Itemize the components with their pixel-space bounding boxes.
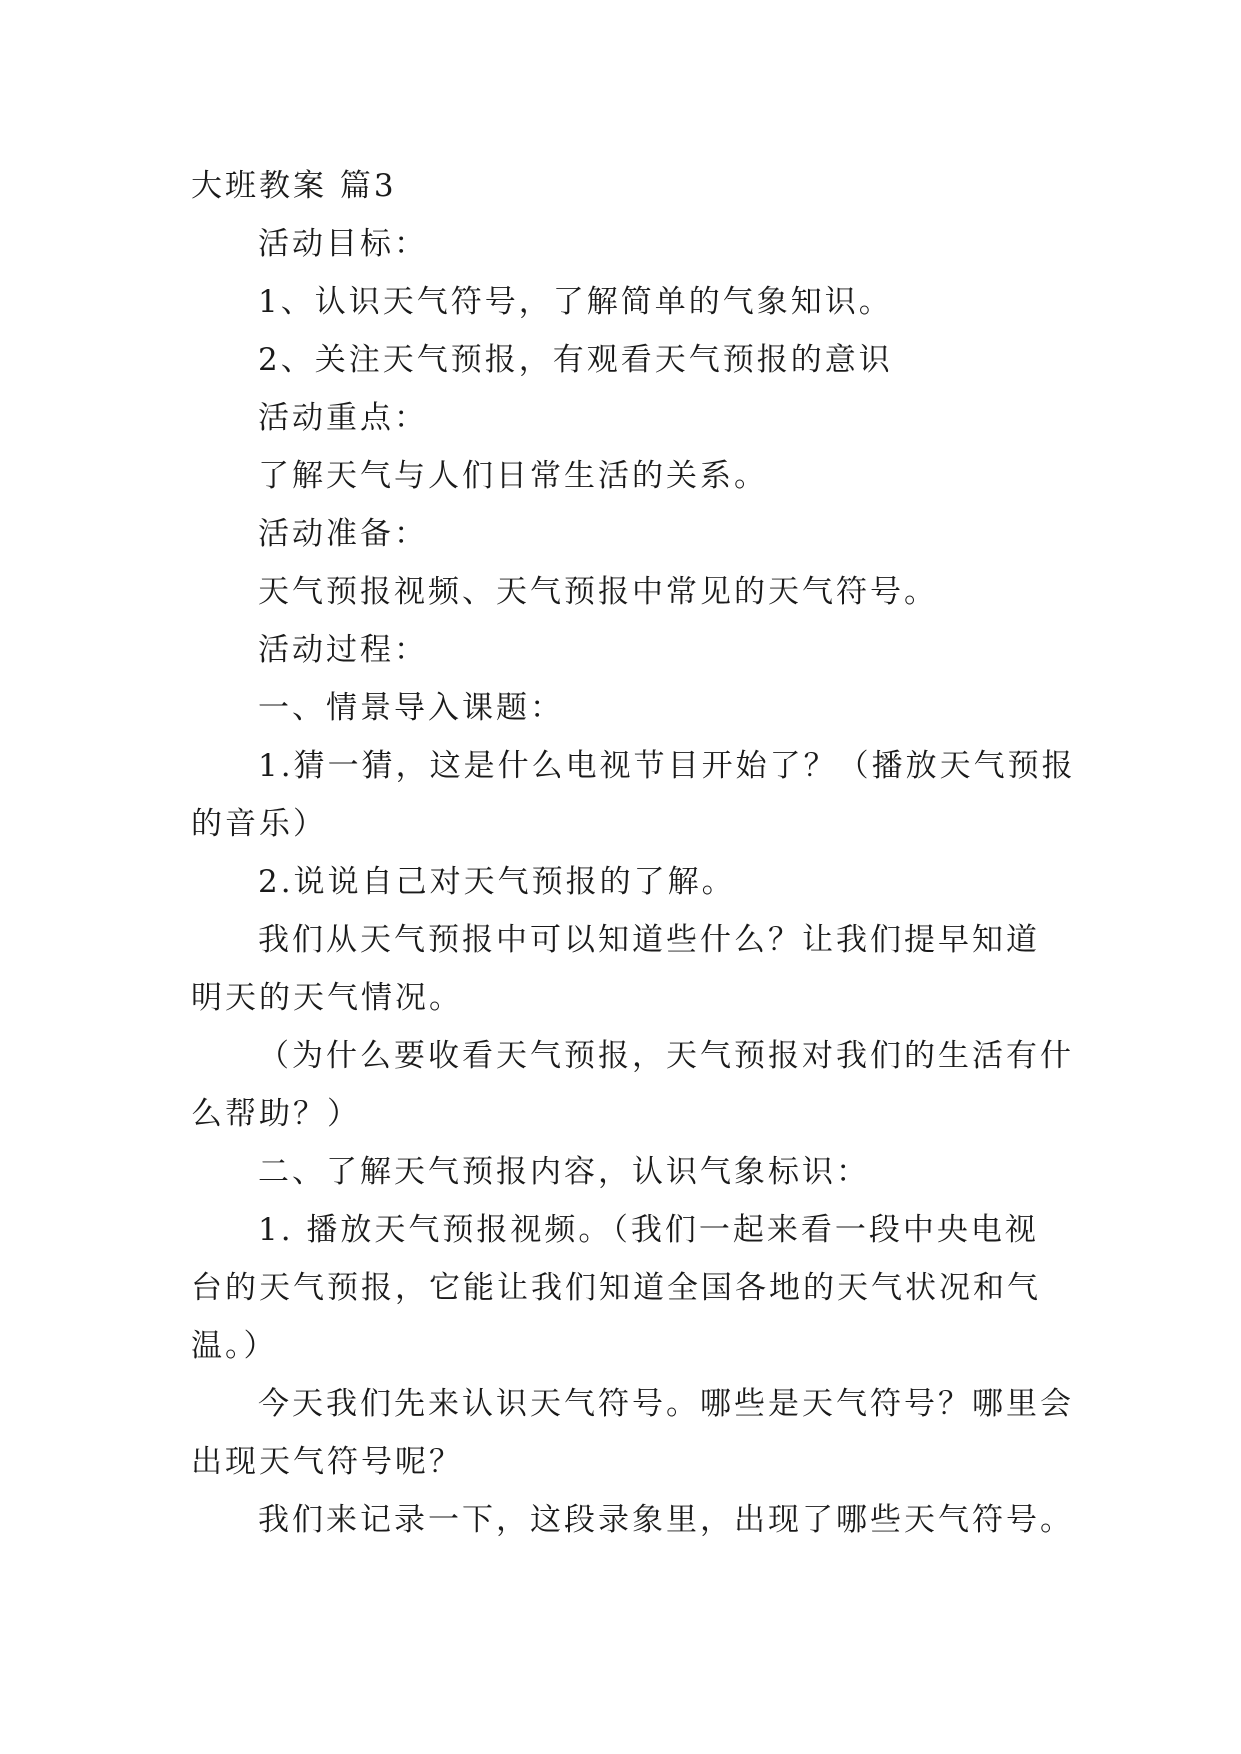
section-heading-process: 活动过程： — [258, 632, 428, 668]
paragraph-line: 温。） — [191, 1328, 278, 1364]
section-heading-focus: 活动重点： — [258, 400, 428, 436]
paragraph-line: 我们从天气预报中可以知道些什么？让我们提早知道 — [258, 922, 1040, 958]
focus-text: 了解天气与人们日常生活的关系。 — [258, 458, 768, 494]
preparation-text: 天气预报视频、天气预报中常见的天气符号。 — [258, 574, 938, 610]
process-step-1-heading: 一、情景导入课题： — [258, 690, 564, 726]
paragraph-line: 台的天气预报，它能让我们知道全国各地的天气状况和气 — [191, 1270, 1041, 1306]
paragraph-line: 1.猜一猜，这是什么电视节目开始了？（播放天气预报 — [258, 748, 1076, 784]
paragraph-line: 我们来记录一下，这段录象里，出现了哪些天气符号。 — [258, 1502, 1074, 1538]
goal-item-2: 2、关注天气预报，有观看天气预报的意识 — [258, 342, 893, 378]
paragraph-line: 出现天气符号呢？ — [191, 1444, 463, 1480]
document-title: 大班教案 篇3 — [191, 168, 397, 204]
section-heading-preparation: 活动准备： — [258, 516, 428, 552]
process-step-2-heading: 二、了解天气预报内容，认识气象标识： — [258, 1154, 870, 1190]
section-heading-goals: 活动目标： — [258, 226, 428, 262]
paragraph-line: 1. 播放天气预报视频。（我们一起来看一段中央电视 — [258, 1212, 1039, 1248]
paragraph-line: 明天的天气情况。 — [191, 980, 463, 1016]
paragraph-line: 么帮助？） — [191, 1096, 361, 1132]
paragraph-line: 2.说说自己对天气预报的了解。 — [258, 864, 736, 900]
goal-item-1: 1、认识天气符号，了解简单的气象知识。 — [258, 284, 893, 320]
paragraph-line: 的音乐） — [191, 806, 327, 842]
paragraph-line: （为什么要收看天气预报，天气预报对我们的生活有什 — [258, 1038, 1074, 1074]
paragraph-line: 今天我们先来认识天气符号。哪些是天气符号？哪里会 — [258, 1386, 1074, 1422]
